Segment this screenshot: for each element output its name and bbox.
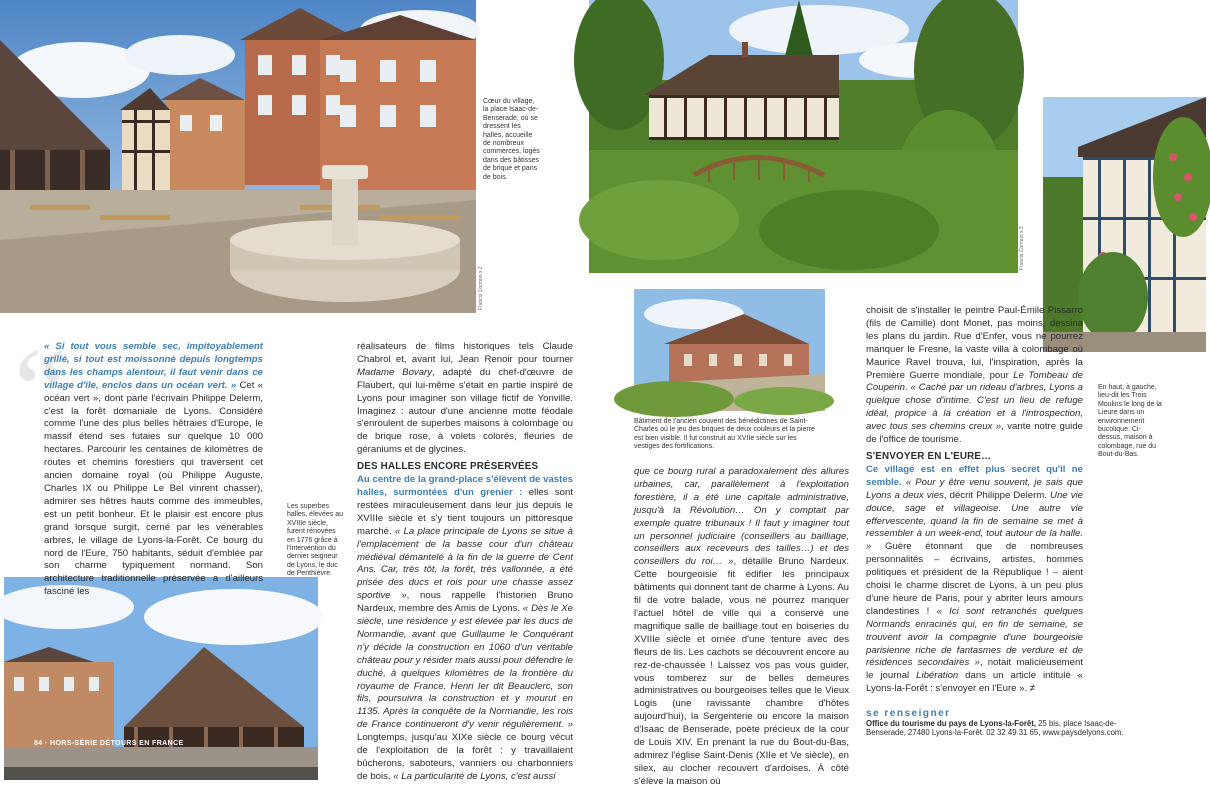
body-text: Longtemps, jusqu'au XIXe siècle ce bourg vécut de l'exploitation de la forêt : y travaillaient bûcherons, saboteurs, vanniers ou charbonniers de bois. [357,732,573,782]
quote-text: Une vie douce, sage et villageoise. Une autre vie effervescente, quand la fin de semaine se met à ressembler à un week-end, tout autour de la halle. » [866,489,1083,553]
info-tag: se renseigner [866,708,951,719]
book-title: Madame Bovary [357,366,433,378]
couvent-illustration [634,289,825,411]
info-box [866,709,1126,738]
photo-credit: Francis Cormon x 2 [478,266,484,310]
article-column-2 [357,341,573,784]
caption-village-square: Cœur du village, la place Isaac-de-Benserade, où se dressent les halles, accueille de nombreux commerces, logés dans des bâtisses de brique et pans de bois. [483,98,540,181]
caption-halles: Les superbes halles, élevées au XVIIIe siècle, furent rénovées en 1776 grâce à l'intervention du dernier seigneur de Lyons, le duc de Penthièvre. [287,503,344,578]
page-folio: 84 · HORS-SÉRIE DÉTOURS EN FRANCE [34,740,184,747]
body-text: . [904,382,911,394]
body-text: elles sont restées miraculeusement dans leur jus depuis le XVIIIe siècle et s'y tient toujours un pittoresque marché. [357,486,573,537]
body-text: , vante notre guide de l'office de tourisme. [866,421,1083,446]
body-text: Guère étonnant que de nombreuses personnalités – écrivains, artistes, hommes politiques et président de la République ! – aient choisi le charme discret de Lyons, à un peu plus d'une heure de Paris, pour y abriter leurs amours clandestines ! [866,541,1083,617]
photo-couvent [634,289,825,411]
section-lead: Au centre de la grand-place s'élèvent de vastes halles, surmontées d'un grenier : [357,474,573,498]
photo-village-square [0,0,476,313]
body-text: choisit de s'installer le peintre Paul-Émile Pissarro (fils de Camille) dont Monet, pas moins, dessina les plans du jardin. Rue d'Enfer, vous ne pourrez manquer le Fresne, la vaste villa à colombage où Maurice Ravel trouva, lui, l'inspiration, après la Première Guerre mondiale, pour [866,305,1083,381]
body-text: Cet « océan vert », dont parle l'écrivain Philippe Delerm, c'est la forêt domaniale de Lyons. Considéré comme l'une des plus belles hêtraies d'Europe, le massif étend ses futaies sur quelque 10 000 hectares. Parcourir les centaines de kilomètres de routes et chemins forestiers qui traversent cet ancien domaine royal (où Philippe Auguste, Charles IX ou Philippe Le Bel vinrent chasser), admirer ses hêtres hauts comme des immeubles, est un petit bonheur. Et le plaisir est encore plus grand lorsque surgit, cerné par les vénérables arbres, le village de Lyons-la-Forêt. Ce bourg du nord de l'Eure, 750 habitants, séduit d'emblée par son charme typiquement normand. Son architecture traditionnelle préservée a d'ailleurs fasciné les [44,379,263,598]
quote-text: « Pour y être venu souvent, je sais que Lyons a deux vies [866,476,1084,501]
photo-halles [4,577,318,780]
section-heading-halles: DES HALLES ENCORE PRÉSERVÉES [357,461,539,473]
body-text: , nous rappelle l'historien Bruno Nardeux, membre des Amis de Lyons. [357,590,573,615]
office-name: Office du tourisme du pays de Lyons-la-Forêt, [866,718,1036,728]
column-2-paragraph-1 [357,341,573,457]
newspaper-title: Libération [916,670,959,682]
quote-text: « La particularité de Lyons, c'est aussi [393,770,556,782]
article-column-3 [634,466,849,789]
halles-illustration [4,577,318,780]
quote-text: « Ici sont retranchés quelques Normands enracinés qui, en fin de semaine, se trouvent avoir la compagnie d'une bourgeoisie parisienne riche de fantasmes de verdure et de résidences secondaires » [866,605,1083,669]
work-title: Le Tombeau de Couperin [866,369,1083,394]
article-column-4 [866,305,1083,696]
body-text: , notait malicieusement le journal [866,657,1083,682]
column-4-paragraph-2 [866,464,1083,696]
caption-couvent: Bâtiment de l'ancien couvent des bénédictines de Saint-Charles où le jeu des briques de deux couleurs et la pierre est bien visible. Il fut construit au XVIIe siècle sur les vestiges des fortifications. [634,418,815,451]
body-text: dans un article intitulé « Lyons-la-Forêt : s'envoyer en l'Eure ». ≠ [866,670,1083,695]
column-1-paragraph [44,341,263,599]
quote-text: « La place principale de Lyons se situe à l'emplacement de la basse cour d'un château médiéval démantelé à la fin de la guerre de Cent Ans. Car, très tôt, la forêt, très vallonnée, a été prisée des ducs et rois pour une chasse assez sportive » [357,525,573,602]
column-4-paragraph-1 [866,305,1083,447]
drop-quote-mark: “ [14,323,68,456]
intro-quote: « Si tout vous semble sec, impitoyablement grillé, si tout est moissonné depuis longtemps dans les champs alentour, il faut venir dans ce village d'île, enclos dans un océan vert. » [44,341,263,391]
article-column-1 [44,341,263,599]
trois-moulins-illustration [589,0,1018,273]
quote-text: que ce bourg rural a paradoxalement des allures urbaines, car, parallèlement à l'exploitation forestière, il a été une capitale administrative, jusqu'à la Révolution… On y comptait par exemple quatre tribunaux ! Il faut y imaginer tout un personnel judiciaire (conseillers au bailliage, conseillers aux receveurs des tailles…) et des conseillers du roi… » [634,466,849,568]
info-text [866,719,1126,738]
section-heading-eure: S'ENVOYER EN L'EURE… [866,450,992,462]
body-text: réalisateurs de films historiques tels Claude Chabrol et, avant lui, Jean Renoir pour tourner [357,341,573,365]
office-address: 25 bis, place Isaac-de-Benserade, 27480 Lyons-la-Forêt. 02 32 49 31 65, www.paysdelyons.com. [866,718,1124,738]
quote-text: « Dès le Xe siècle, une résidence y est élevée par les ducs de Normandie, avant que Guillaume le Conquérant n'y décide la construction en 1060 d'un véritable château pour y résider mais aussi pour défendre le duché, à quelques kilomètres de la frontière du royaume de France. Henri Ier dit Beauclerc, son fils, poursuivra la construction et y mourut en 1135. Après la conquête de la Normandie, les rois de France continueront d'y venir régulièrement. » [357,603,573,731]
photo-trois-moulins [589,0,1018,273]
quote-text: « Caché par un rideau d'arbres, Lyons a quelque chose d'intime. C'est un lieu de refuge idéal, propice à la création et à l'introspection, avec tous ses chemins creux » [866,382,1083,433]
body-text: , adapté du chef-d'œuvre de Flaubert, qui lui-même s'était en partie inspiré de Lyons pour imaginer son village fictif de Yonville. Imaginez : autour d'une ancienne motte féodale s'enroulent de superbes maisons à colombage ou de brique rose, à volets colorés, fleuries de géraniums et de glycines. [357,366,573,456]
photo-credit: Francis Cormon x 3 [1019,226,1025,270]
body-text: , détaille Bruno Nardeux. Cette bourgeoisie fit édifier les principaux bâtiments qui donnent tant de charme à Lyons. Au fil de votre balade, vous ne pourrez manquer l'actuel hôtel de ville qui a conservé une magnifique salle de bailliage tout en boiseries du XVIIIe siècle et ornée d'une tenture avec des fleurs de lis. Les cachots se découvrent encore au rez-de-chaussée ! Laissez vos pas vous guider, vous tomberez sur de belles demeures administratives ou bourgeoises telles que le Vieux Logis (une ravissante chambre d'hôtes aujourd'hui), la Sergenterie ou encore la maison d'Isaac de Benserade, poète précieux de la cour de Louis XIV. En prenant la rue du Bout-du-Bas, admirez l'église Saint-Denis (XIIe et Ve siècle), en silex, au clocher recouvert d'ardoises. À côté s'élève la maison où [634,556,849,787]
village-square-illustration [0,0,476,313]
column-2-paragraph-2 [357,474,573,784]
body-text: , décrit Philippe Delerm. [943,489,1051,501]
caption-trois-moulins: En haut, à gauche, lieu-dit les Trois Moulins le long de la Lieure dans un environnement bucolique. Ci-dessus, maison à colombage, rue du Bout-du-Bas. [1098,384,1162,459]
column-3-paragraph [634,466,849,789]
section-lead: Ce village est en effet plus secret qu'il ne semble. [866,463,1083,488]
